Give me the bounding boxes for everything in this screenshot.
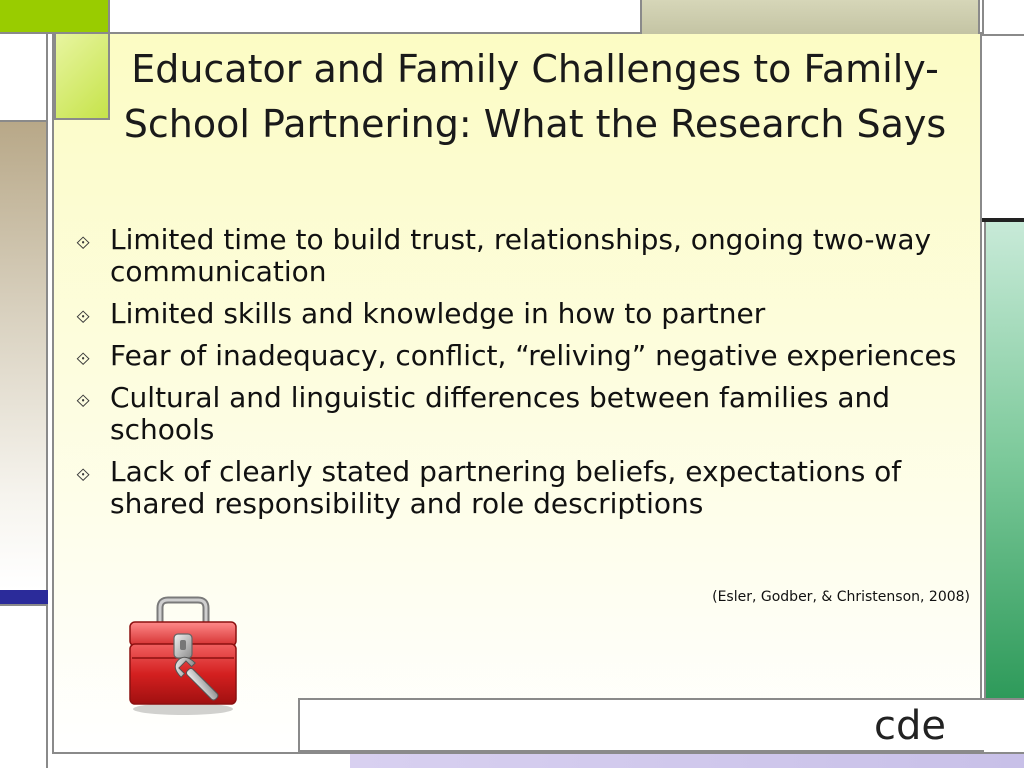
khaki-top-block (640, 0, 980, 34)
bullet-item (74, 298, 964, 330)
bullet-text: Limited skills and knowledge in how to partner (110, 297, 766, 330)
diamond-bullet-icon: ⟐ (76, 233, 91, 254)
left-tan-column (0, 120, 48, 590)
bullet-item (74, 224, 964, 288)
diamond-bullet-icon: ⟐ (76, 307, 91, 328)
citation: (Esler, Godber, & Christenson, 2008) (712, 589, 970, 605)
slide-title: Educator and Family Challenges to Family-School Partnering: What the Research Says (123, 47, 947, 146)
toolbox-wrench-icon (122, 596, 244, 718)
bullet-text: Limited time to build trust, relationships, ongoing two-way communication (110, 223, 932, 288)
bullet-item (74, 340, 964, 372)
lime-corner-block (0, 0, 110, 32)
right-top-cell (982, 0, 1024, 34)
diamond-bullet-icon: ⟐ (76, 465, 91, 486)
bullet-text: Cultural and linguistic differences between families and schools (110, 381, 891, 446)
left-upper-cell (0, 34, 48, 120)
bullet-item (74, 382, 964, 446)
bottom-lavender-strip (350, 752, 1024, 768)
cde-logo: cde (874, 703, 946, 749)
bottom-left-strip (52, 752, 350, 768)
right-upper-cell (982, 34, 1024, 220)
diamond-bullet-icon: ⟐ (76, 391, 91, 412)
right-green-column (984, 222, 1024, 698)
left-blue-bar (0, 590, 48, 604)
bullet-text: Lack of clearly stated partnering beliefs, expectations of shared responsibility and role descriptions (110, 455, 902, 520)
bullet-list (74, 224, 964, 530)
diamond-bullet-icon: ⟐ (76, 349, 91, 370)
bullet-text: Fear of inadequacy, conflict, “reliving” negative experiences (110, 339, 957, 372)
bullet-item (74, 456, 964, 520)
left-lower-cell (0, 604, 48, 768)
